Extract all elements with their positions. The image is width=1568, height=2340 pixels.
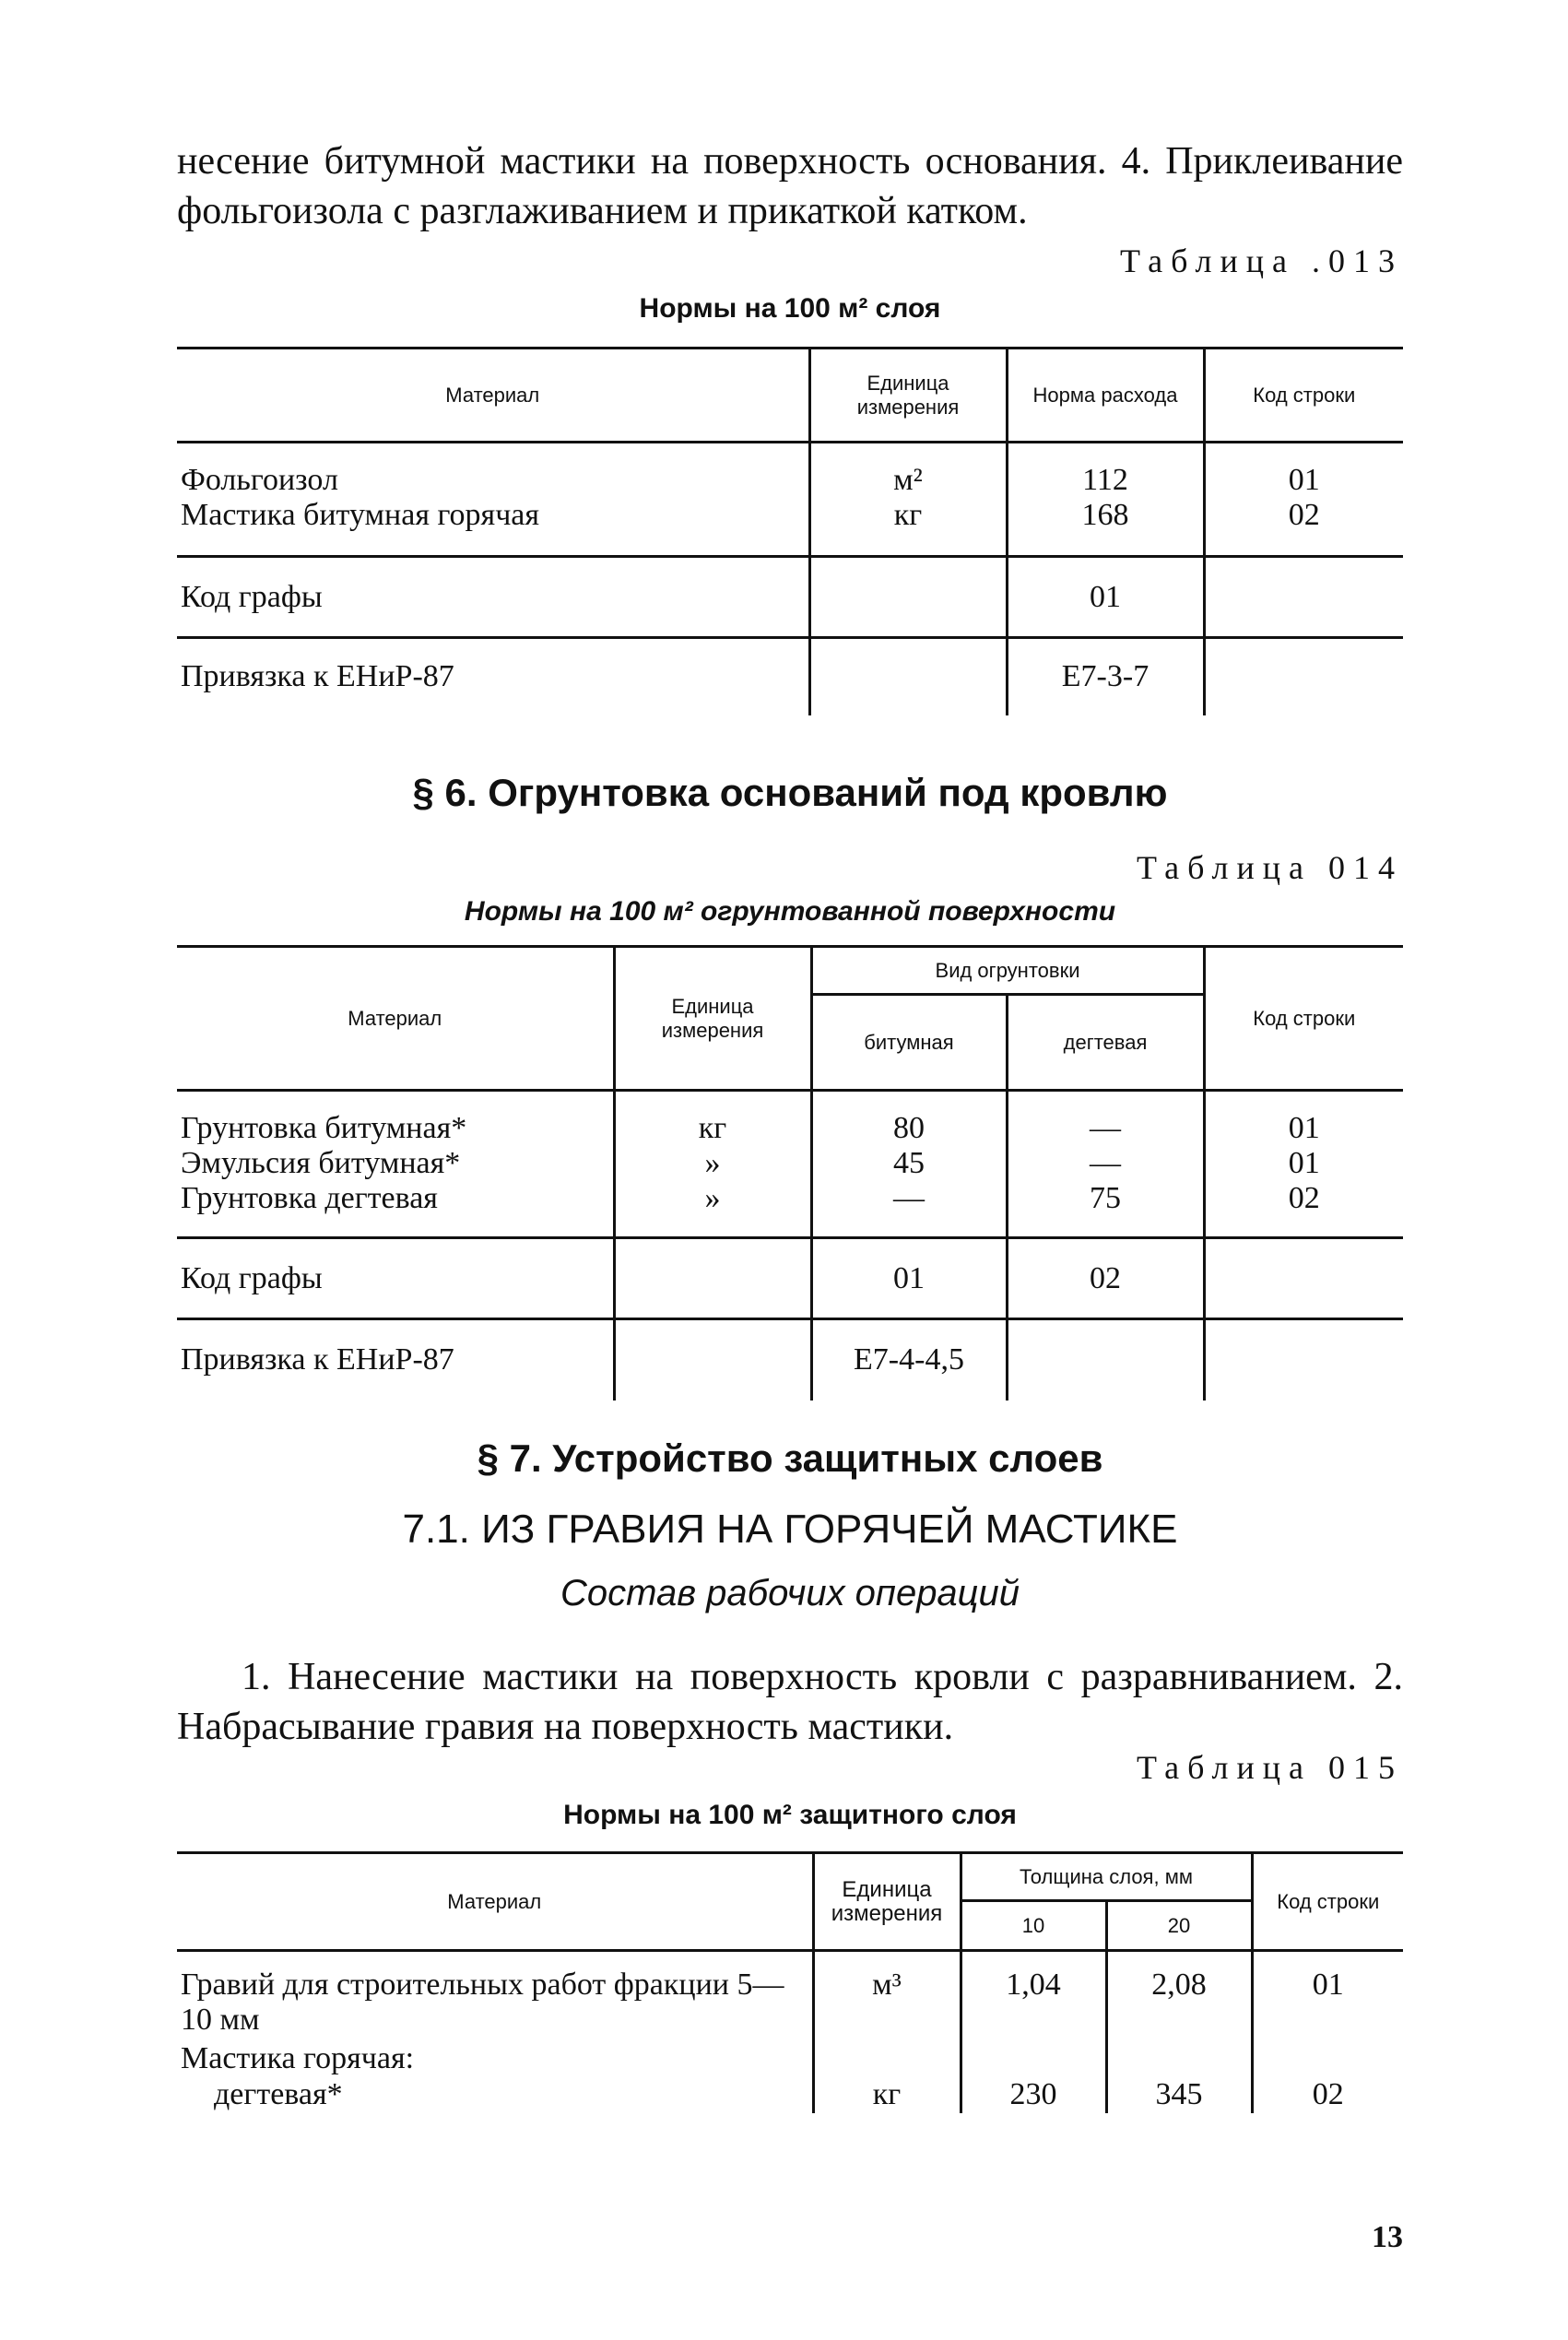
row-unit: м²: [809, 463, 1007, 498]
row-material: Грунтовка дегтевая: [181, 1180, 438, 1215]
section-6-heading: § 6. Огрунтовка оснований под кровлю: [412, 771, 1168, 814]
row-t20: 345: [1106, 2076, 1252, 2113]
row-t20: 2,08: [1106, 1968, 1252, 2041]
row-bitum: —: [811, 1181, 1007, 1216]
header-code: Код строки: [1204, 947, 1403, 1091]
table-header-row: [177, 349, 1403, 443]
binding-value: Е7-4-4,5: [811, 1319, 1007, 1400]
table-header-row: [177, 1853, 1403, 1901]
row-material: Грунтовка битумная*: [181, 1110, 467, 1145]
row-material: Мастика горячая:: [181, 2040, 415, 2075]
table-015-label: Таблица 015: [1137, 1749, 1403, 1786]
row-code: 01: [1252, 1968, 1403, 2041]
table-015-title: Нормы на 100 м² защитного слоя: [563, 1800, 1017, 1830]
row-norm: 168: [1007, 498, 1204, 533]
row-material: Гравий для строительных работ фракции 5—10 мм: [181, 1967, 784, 2037]
header-group: Толщина слоя, мм: [961, 1853, 1252, 1901]
binding-label: Привязка к ЕНиР-87: [181, 659, 454, 694]
row-degt: —: [1007, 1111, 1204, 1146]
row-code: 01: [1204, 1111, 1403, 1146]
row-unit: »: [614, 1146, 811, 1181]
operations-heading: Состав рабочих операций: [560, 1573, 1020, 1613]
table-013-title: Нормы на 100 м² слоя: [639, 293, 941, 324]
table-row: [177, 498, 1403, 533]
table-row: [177, 1146, 1403, 1181]
column-code-value: 01: [1007, 557, 1204, 638]
table-013: [177, 347, 1403, 715]
table-header-row: [177, 947, 1403, 995]
header-material: Материал: [445, 383, 540, 407]
row-t10: [961, 2041, 1106, 2076]
header-material: Материал: [177, 1853, 813, 1951]
header-unit: Единица измерения: [809, 349, 1007, 443]
column-code-label: Код графы: [181, 579, 323, 614]
row-t20: [1106, 2041, 1252, 2076]
page-number: 13: [1372, 2220, 1403, 2254]
binding-value: Е7-3-7: [1007, 638, 1204, 715]
section-7-heading: § 7. Устройство защитных слоев: [477, 1436, 1103, 1480]
table-row: [177, 1111, 1403, 1146]
column-code-row: [177, 1238, 1403, 1319]
operations-paragraph: 1. Нанесение мастики на поверхность кровли с разравниванием. 2. Набрасывание гравия на поверхность мастики.: [177, 1656, 1403, 1748]
table-row: [177, 2076, 1403, 2113]
header-material: Материал: [177, 947, 614, 1091]
row-t10: 230: [961, 2076, 1106, 2113]
section-7-1-heading: 7.1. ИЗ ГРАВИЯ НА ГОРЯЧЕЙ МАСТИКЕ: [402, 1507, 1178, 1552]
header-group: Вид огрунтовки: [811, 947, 1204, 995]
row-unit: кг: [809, 498, 1007, 533]
header-unit: Единица измерения: [813, 1853, 961, 1951]
row-code: [1252, 2041, 1403, 2076]
header-bitum: битумная: [811, 995, 1007, 1091]
column-code-degt: 02: [1007, 1238, 1204, 1319]
header-degt: дегтевая: [1007, 995, 1204, 1091]
row-material: Фольгоизол: [181, 462, 338, 497]
row-code: 01: [1204, 463, 1403, 498]
row-bitum: 80: [811, 1111, 1007, 1146]
table-row: [177, 2041, 1403, 2076]
header-norm: Норма расхода: [1007, 349, 1204, 443]
row-material: Эмульсия битумная*: [181, 1145, 461, 1180]
row-unit: кг: [614, 1111, 811, 1146]
header-t10: 10: [961, 1901, 1106, 1951]
row-code: 02: [1252, 2076, 1403, 2113]
column-code-bitum: 01: [811, 1238, 1007, 1319]
row-bitum: 45: [811, 1146, 1007, 1181]
table-014-title: Нормы на 100 м² огрунтованной поверхности: [464, 896, 1116, 927]
row-degt: —: [1007, 1146, 1204, 1181]
row-material: дегтевая*: [214, 2076, 343, 2111]
row-material: Мастика битумная горячая: [181, 497, 540, 532]
table-014: [177, 945, 1403, 1400]
table-row: [177, 1968, 1403, 2041]
table-014-label: Таблица 014: [1137, 849, 1403, 886]
row-unit: м³: [813, 1968, 961, 2041]
column-code-label: Код графы: [181, 1260, 323, 1295]
row-code: 02: [1204, 1181, 1403, 1216]
header-code: Код строки: [1252, 1853, 1403, 1951]
header-code: Код строки: [1204, 349, 1403, 443]
table-015: [177, 1851, 1403, 2113]
row-norm: 112: [1007, 463, 1204, 498]
binding-label: Привязка к ЕНиР-87: [181, 1342, 454, 1377]
binding-row: [177, 638, 1403, 715]
table-row: [177, 1181, 1403, 1216]
binding-row: [177, 1319, 1403, 1400]
row-unit: [813, 2041, 961, 2076]
row-code: 02: [1204, 498, 1403, 533]
row-unit: »: [614, 1181, 811, 1216]
table-013-label: Таблица .013: [1120, 242, 1403, 279]
header-unit: Единица измерения: [614, 947, 811, 1091]
table-row: [177, 463, 1403, 498]
header-t20: 20: [1106, 1901, 1252, 1951]
row-t10: 1,04: [961, 1968, 1106, 2041]
column-code-row: [177, 557, 1403, 638]
row-unit: кг: [813, 2076, 961, 2113]
row-degt: 75: [1007, 1181, 1204, 1216]
row-code: 01: [1204, 1146, 1403, 1181]
intro-paragraph: несение битумной мастики на поверхность основания. 4. Приклеивание фольгоизола с разглаживанием и прикаткой катком.: [177, 140, 1403, 232]
